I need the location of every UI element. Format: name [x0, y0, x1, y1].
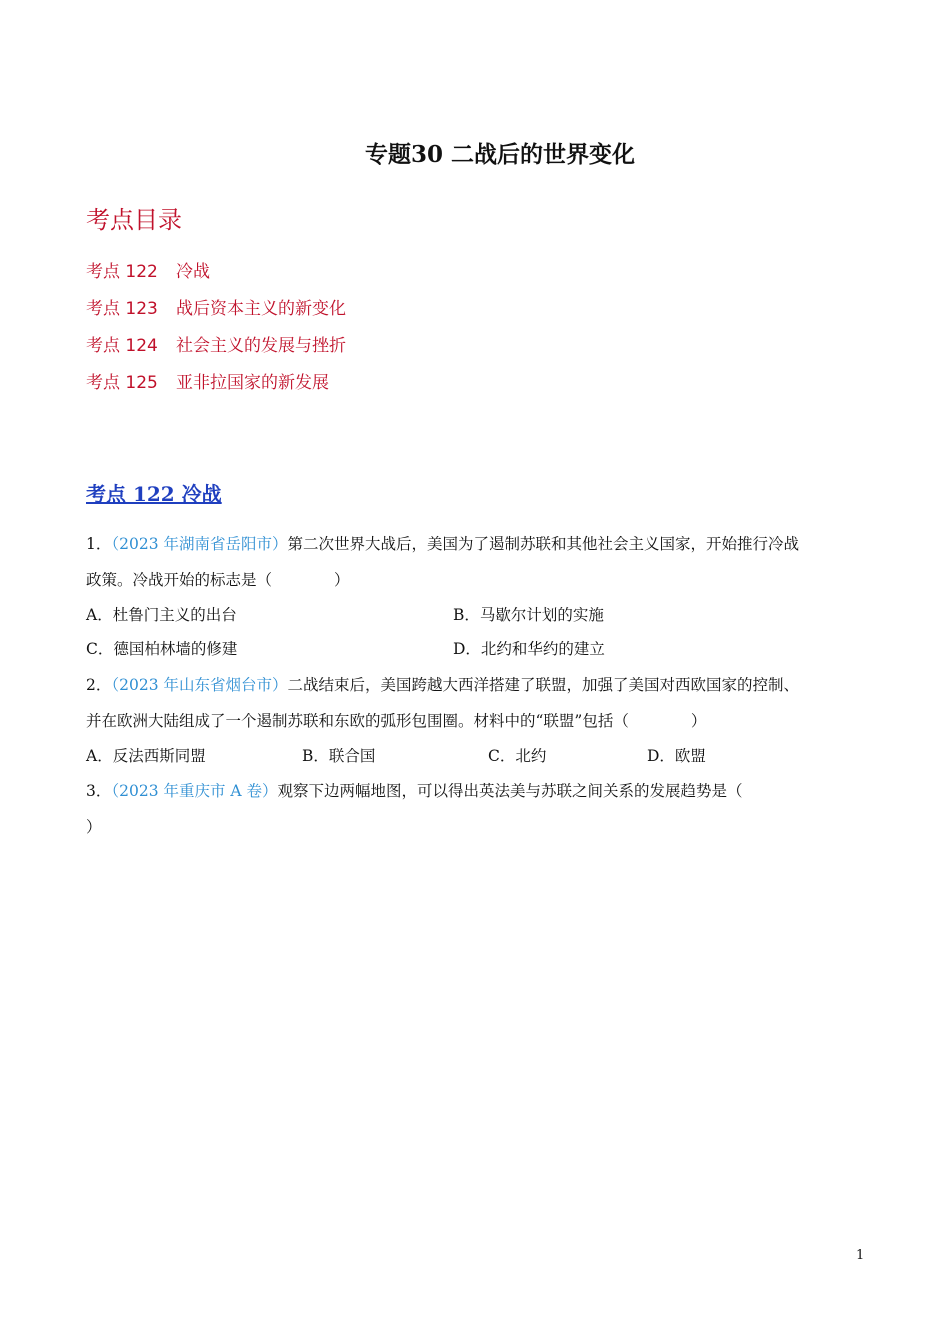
question-1-option-a[interactable]: A．杜鲁门主义的出台	[86, 606, 237, 624]
question-1-option-b[interactable]: B．马歇尔计划的实施	[453, 606, 604, 624]
question-1-line-1	[86, 532, 799, 554]
page-title: 专题30 二战后的世界变化	[364, 141, 635, 168]
toc-item-label: 冷战	[176, 262, 210, 282]
question-number: 2．	[86, 676, 112, 694]
toc-item-code: 考点 123	[86, 299, 158, 319]
question-2-option-c[interactable]: C．北约	[488, 747, 547, 765]
toc-item-label: 社会主义的发展与挫折	[176, 336, 346, 356]
toc-item-code: 考点 124	[86, 336, 158, 356]
section-heading[interactable]: 考点 122 冷战	[86, 482, 222, 506]
toc-heading: 考点目录	[86, 206, 182, 234]
toc-item[interactable]	[86, 331, 346, 356]
toc-item[interactable]	[86, 294, 346, 319]
question-1-option-c[interactable]: C．德国柏林墙的修建	[86, 640, 238, 658]
question-3-line-2: ）	[86, 818, 102, 836]
toc-item-code: 考点 125	[86, 373, 158, 393]
question-1-line-2: 政策。冷战开始的标志是（ ）	[86, 571, 350, 589]
question-source: （2023 年湖南省岳阳市）	[111, 535, 288, 553]
question-text: 二战结束后，美国跨越大西洋搭建了联盟，加强了美国对西欧国家的控制、	[287, 676, 800, 694]
question-number: 1．	[86, 535, 112, 553]
question-2-option-a[interactable]: A．反法西斯同盟	[86, 747, 206, 765]
toc-item-label: 亚非拉国家的新发展	[176, 373, 329, 393]
question-2-line-2: 并在欧洲大陆组成了一个遏制苏联和东欧的弧形包围圈。材料中的“联盟”包括（ ）	[86, 712, 707, 730]
question-source: （2023 年山东省烟台市）	[111, 676, 288, 694]
question-2-option-b[interactable]: B．联合国	[302, 747, 376, 765]
question-source: （2023 年重庆市 A 卷）	[111, 782, 278, 800]
question-number: 3．	[86, 782, 112, 800]
question-2-option-d[interactable]: D．欧盟	[647, 747, 706, 765]
question-1-option-d[interactable]: D．北约和华约的建立	[453, 640, 605, 658]
question-text: 观察下边两幅地图，可以得出英法美与苏联之间关系的发展趋势是（	[277, 782, 743, 800]
question-text: 第二次世界大战后，美国为了遏制苏联和其他社会主义国家，开始推行冷战	[287, 535, 800, 553]
question-3-line-1	[86, 779, 743, 801]
toc-item[interactable]	[86, 257, 210, 282]
toc-item-label: 战后资本主义的新变化	[176, 299, 346, 319]
toc-item-code: 考点 122	[86, 262, 158, 282]
question-2-line-1	[86, 673, 799, 695]
page-number: 1	[856, 1248, 865, 1263]
toc-item[interactable]	[86, 368, 329, 393]
